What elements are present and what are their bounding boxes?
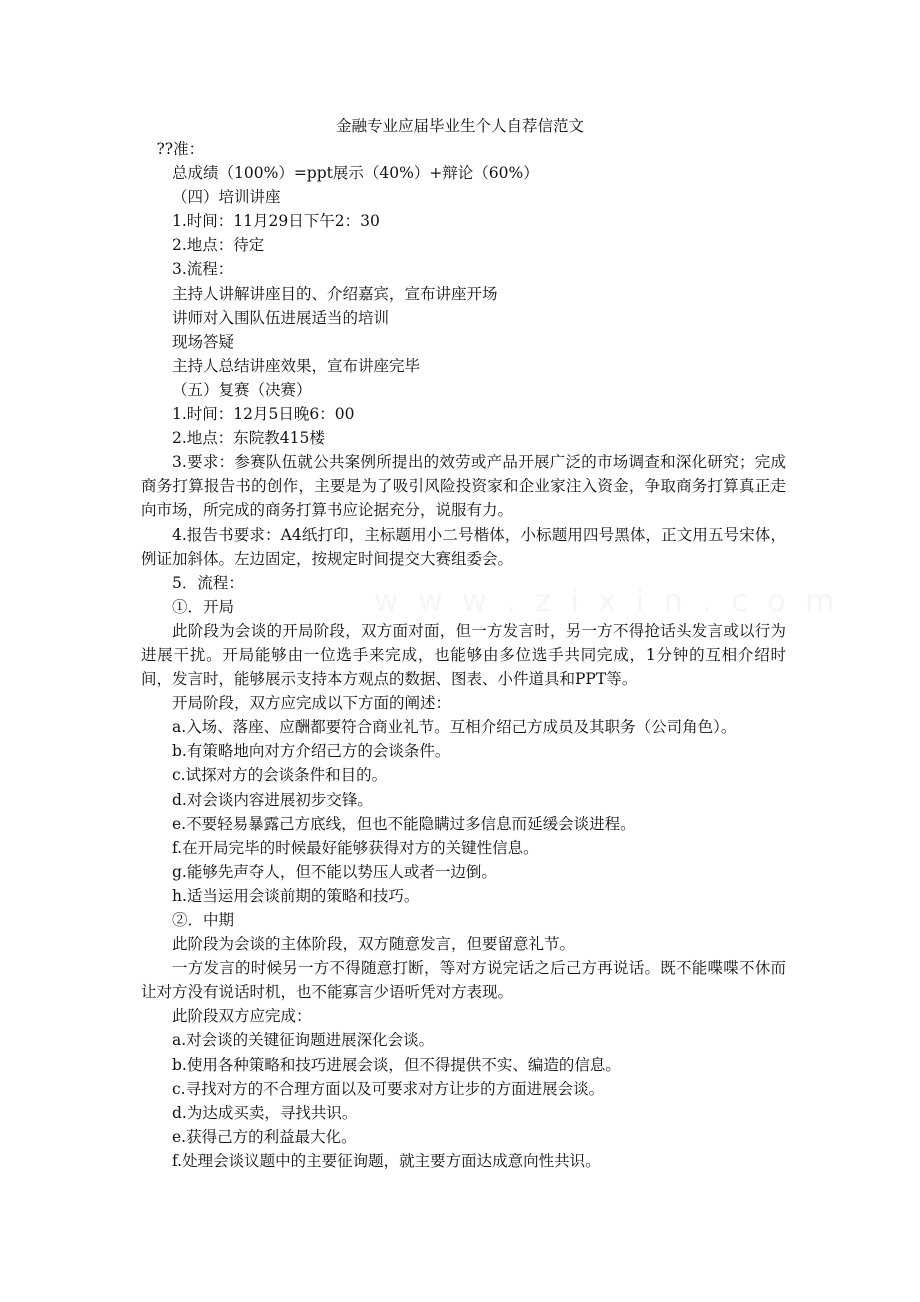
paragraph: 4.报告书要求：A4纸打印，主标题用小二号楷体，小标题用四号黑体，正文用五号宋体，例证加斜体。左边固定，按规定时间提交大赛组委会。 (141, 525, 786, 568)
paragraph: a.入场、落座、应酬都要符合商业礼节。互相介绍己方成员及其职务（公司角色）。 (172, 718, 737, 737)
paragraph: d.对会谈内容进展初步交锋。 (172, 790, 373, 809)
paragraph: 3.流程： (172, 260, 234, 279)
paragraph: b.使用各种策略和技巧进展会谈，但不得提供不实、编造的信息。 (172, 1055, 621, 1074)
paragraph: 2.地点：东院教415楼 (172, 429, 325, 448)
paragraph: 此阶段双方应完成： (172, 1007, 312, 1026)
paragraph: e.不要轻易暴露己方底线，但也不能隐瞒过多信息而延缓会谈进程。 (172, 814, 636, 833)
paragraph: 此阶段为会谈的开局阶段，双方面对面，但一方发言时，另一方不得抢话头发言或以行为进展干扰。开局能够由一位选手来完成，也能够由多位选手共同完成，1分钟的互相介绍时间，发言时，能够展示支持本方观点的数据、图表、小件道具和PPT等。 (141, 621, 786, 689)
paragraph: b.有策略地向对方介绍己方的会谈条件。 (172, 742, 451, 761)
paragraph: 现场答疑 (172, 332, 235, 351)
paragraph: 1.时间：12月5日晚6：00 (172, 405, 355, 424)
paragraph: （四）培训讲座 (172, 188, 281, 207)
paragraph: g.能够先声夺人，但不能以势压人或者一边倒。 (172, 862, 497, 881)
paragraph: f.处理会谈议题中的主要征询题，就主要方面达成意向性共识。 (172, 1151, 601, 1170)
paragraph: ②．中期 (172, 911, 235, 929)
paragraph: 主持人总结讲座效果，宣布讲座完毕 (172, 356, 421, 375)
paragraph: 2.地点：待定 (172, 236, 265, 255)
paragraph: 开局阶段，双方应完成以下方面的阐述： (172, 694, 452, 713)
paragraph: 主持人讲解讲座目的、介绍嘉宾，宣布讲座开场 (172, 284, 498, 303)
document-body (141, 137, 786, 1173)
paragraph: 总成绩（100%）=ppt展示（40%）+辩论（60%） (172, 164, 539, 183)
paragraph: a.对会谈的关键征询题进展深化会谈。 (172, 1031, 435, 1050)
paragraph: （五）复赛（决赛） (172, 380, 312, 399)
paragraph: d.为达成买卖，寻找共识。 (172, 1103, 358, 1122)
paragraph: 1.时间：11月29日下午2：30 (172, 212, 380, 231)
paragraph: c.寻找对方的不合理方面以及可要求对方让步的方面进展会谈。 (172, 1079, 605, 1098)
paragraph: 一方发言的时候另一方不得随意打断，等对方说完话之后己方再说话。既不能喋喋不休而让对方没有说话时机，也不能寡言少语听凭对方表现。 (141, 959, 786, 1002)
paragraph: ??准： (156, 140, 205, 158)
paragraph: 讲师对入围队伍进展适当的培训 (172, 308, 390, 327)
paragraph: f.在开局完毕的时候最好能够获得对方的关键性信息。 (172, 838, 539, 857)
paragraph: 3.要求：参赛队伍就公共案例所提出的效劳或产品开展广泛的市场调查和深化研究；完成商务打算报告书的创作，主要是为了吸引风险投资家和企业家注入资金，争取商务打算真正走向市场，所完成的商务打算书应论据充分，说服有力。 (141, 453, 786, 520)
paragraph: e.获得己方的利益最大化。 (172, 1127, 357, 1146)
document-title: 金融专业应届毕业生个人自荐信范文 (335, 117, 584, 135)
paragraph: 5．流程： (172, 573, 244, 592)
paragraph: 此阶段为会谈的主体阶段，双方随意发言，但要留意礼节。 (172, 935, 576, 954)
paragraph: h.适当运用会谈前期的策略和技巧。 (172, 886, 420, 905)
paragraph: ①．开局 (172, 597, 235, 616)
paragraph: c.试探对方的会谈条件和目的。 (172, 766, 388, 785)
